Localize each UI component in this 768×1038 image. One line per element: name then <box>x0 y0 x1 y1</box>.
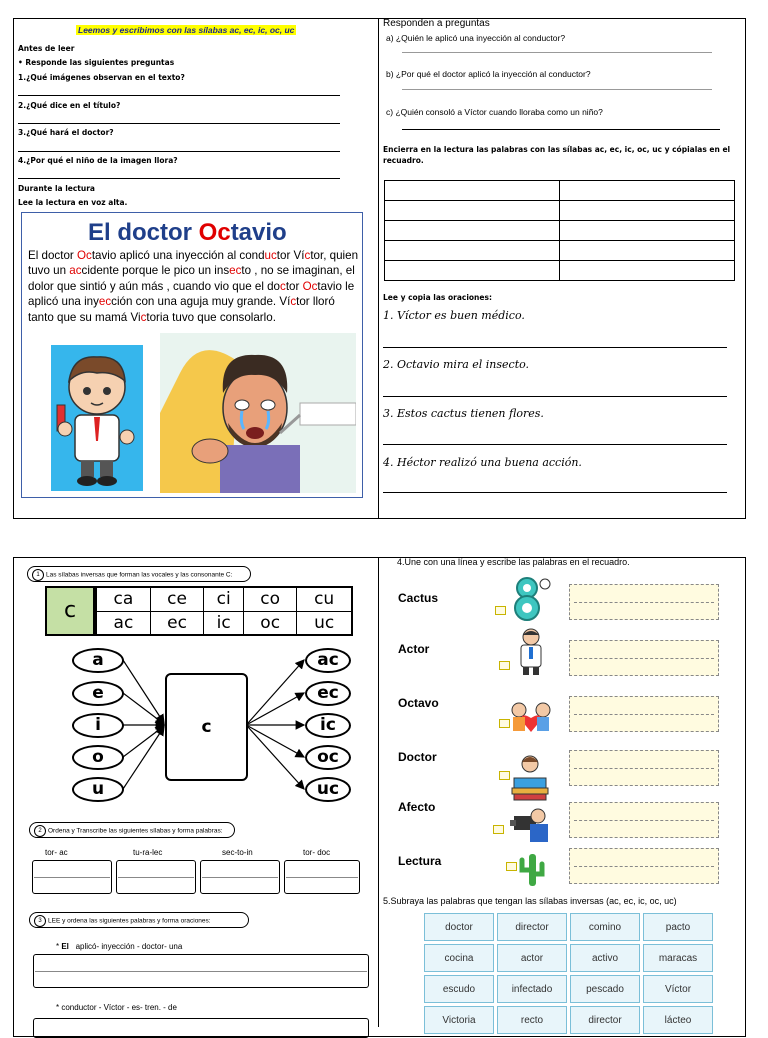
answer-line[interactable] <box>402 52 712 53</box>
syllable-cell: ci <box>204 587 244 611</box>
syllable-cell: ca <box>96 587 150 611</box>
guide-line <box>574 714 714 715</box>
syllable-cell: ce <box>150 587 203 611</box>
guide-line <box>574 820 714 821</box>
grid-cell[interactable] <box>385 201 560 221</box>
word-cell[interactable]: cocina <box>424 944 494 972</box>
circle-words-instruction: Encierra en la lectura las palabras con las sílabas ac, ec, ic, oc, uc y cópialas en el recuadro. <box>383 145 731 165</box>
reading-child-icon <box>508 752 552 802</box>
syllable-table <box>95 586 353 636</box>
word-cell[interactable]: activo <box>570 944 640 972</box>
question-3: 3.¿Qué hará el doctor? <box>18 128 114 137</box>
sentence-3: 3. Estos cactus tienen flores. <box>383 407 544 420</box>
word-afecto: Afecto <box>398 800 436 814</box>
match-answer-box[interactable] <box>569 848 719 884</box>
instructions: • Responde las siguientes preguntas <box>18 58 175 67</box>
scrambled-syllables-2: tu-ra-lec <box>133 848 163 857</box>
answer-line[interactable] <box>18 151 340 152</box>
story-text: El doctor Octavio aplicó una inyección al conductor Víctor, quien tuvo un accidente porque le pico un insecto , no se imaginan, el dolor que sintió y aún más , cuando vio que el doctor Octavio le aplicó una inyección con una aguja muy grande. Víctor lloró tanto que su mamá Victoria tuvo que consolarlo. <box>28 249 359 324</box>
guide-line <box>34 877 110 878</box>
word-table <box>421 910 716 1037</box>
letter-c-cell: c <box>45 586 95 636</box>
match-answer-box[interactable] <box>569 640 719 676</box>
children-heart-icon <box>505 700 557 736</box>
word-cell[interactable]: actor <box>497 944 567 972</box>
inverse-syllable-cell: ac <box>96 611 150 635</box>
top-divider <box>378 18 379 519</box>
match-dot[interactable] <box>499 661 510 670</box>
vowel-oval: i <box>72 713 124 738</box>
word-cell[interactable]: pescado <box>570 975 640 1003</box>
cactus-icon <box>517 850 547 890</box>
guide-line <box>286 877 358 878</box>
scrambled-syllables-1: tor- ac <box>45 848 68 857</box>
question-b: b) ¿Por qué el doctor aplicó la inyección al conductor? <box>386 69 591 79</box>
crying-patient-illustration <box>160 333 356 493</box>
exercise-1-label: 1 Las sílabas inversas que forman las vocales y las consonante C: <box>27 566 251 582</box>
grid-cell[interactable] <box>385 221 560 241</box>
number-eight-icon <box>505 574 553 622</box>
answer-line[interactable] <box>402 89 712 90</box>
writing-line[interactable] <box>383 396 727 397</box>
writing-line[interactable] <box>383 492 727 493</box>
before-reading-label: Antes de leer <box>18 44 75 53</box>
exercise-5-heading: 5.Subraya las palabras que tengan las sílabas inversas (ac, ec, ic, oc, uc) <box>383 896 677 906</box>
number-badge: 2 <box>34 825 46 837</box>
inverse-syllable-cell: uc <box>297 611 352 635</box>
exercise-2-label: 2 Ordena y Transcribe las siguientes sílabas y forma palabras: <box>29 822 235 838</box>
scrambled-syllables-4: tor- doc <box>303 848 331 857</box>
guide-line <box>574 768 714 769</box>
question-2: 2.¿Qué dice en el título? <box>18 101 121 110</box>
syllable-cell: co <box>244 587 297 611</box>
match-answer-box[interactable] <box>569 802 719 838</box>
grid-cell[interactable] <box>385 261 560 281</box>
sentence-1: 1. Víctor es buen médico. <box>383 309 525 322</box>
grid-cell[interactable] <box>560 201 735 221</box>
match-answer-box[interactable] <box>569 750 719 786</box>
inverse-syllable-cell: ic <box>204 611 244 635</box>
scrambled-sentence-2: * conductor - Víctor - es- tren. - de <box>56 1003 177 1012</box>
answer-line[interactable] <box>18 123 340 124</box>
question-1: 1.¿Qué imágenes observan en el texto? <box>18 73 185 82</box>
inverse-syllable-cell: ec <box>150 611 203 635</box>
word-cell[interactable]: recto <box>497 1006 567 1034</box>
guide-line <box>574 866 714 867</box>
result-oval: ic <box>305 713 351 738</box>
match-answer-box[interactable] <box>569 696 719 732</box>
doctor-icon <box>511 627 551 677</box>
match-dot[interactable] <box>493 825 504 834</box>
grid-cell[interactable] <box>560 261 735 281</box>
guide-line <box>574 602 714 603</box>
match-dot[interactable] <box>506 862 517 871</box>
answer-line[interactable] <box>18 178 340 179</box>
sentence-2: 2. Octavio mira el insecto. <box>383 358 530 371</box>
result-oval: oc <box>305 745 351 770</box>
during-reading-label: Durante la lectura <box>18 184 95 193</box>
match-dot[interactable] <box>499 771 510 780</box>
word-cell[interactable]: comino <box>570 913 640 941</box>
sentence-4: 4. Héctor realizó una buena acción. <box>383 456 582 469</box>
word-cell[interactable]: lácteo <box>643 1006 713 1034</box>
bottom-divider <box>378 557 379 1027</box>
vowel-oval: a <box>72 648 124 673</box>
copy-sentences-instruction: Lee y copia las oraciones: <box>383 293 492 302</box>
word-cell[interactable]: infectado <box>497 975 567 1003</box>
question-a: a) ¿Quién le aplicó una inyección al conductor? <box>386 33 566 43</box>
word-doctor: Doctor <box>398 750 437 764</box>
match-dot[interactable] <box>495 606 506 615</box>
answer-questions-header: Responden a preguntas <box>383 18 490 29</box>
match-dot[interactable] <box>499 719 510 728</box>
guide-line <box>574 658 714 659</box>
camera-operator-icon <box>510 806 554 846</box>
doctor-cartoon <box>51 345 143 491</box>
number-badge: 3 <box>34 915 46 927</box>
answer-line[interactable] <box>18 95 340 96</box>
match-answer-box[interactable] <box>569 584 719 620</box>
guide-line <box>202 877 278 878</box>
word-cell[interactable]: director <box>497 913 567 941</box>
inverse-syllable-cell: oc <box>244 611 297 635</box>
number-badge: 1 <box>32 569 44 581</box>
grid-cell[interactable] <box>385 181 560 201</box>
word-octavo: Octavo <box>398 696 439 710</box>
grid-cell[interactable] <box>385 241 560 261</box>
word-lectura: Lectura <box>398 854 442 868</box>
vowel-oval: o <box>72 745 124 770</box>
copy-words-grid <box>384 180 735 281</box>
sentence-answer-box[interactable] <box>33 1018 369 1038</box>
word-cell[interactable]: Víctor <box>643 975 713 1003</box>
story-title: El doctor Octavio <box>88 219 287 246</box>
worksheet-title: Leemos y escribimos con las sílabas ac, ec, ic, oc, uc <box>78 25 295 35</box>
guide-line <box>118 877 194 878</box>
word-cell[interactable]: maracas <box>643 944 713 972</box>
word-cell[interactable]: escudo <box>424 975 494 1003</box>
result-oval: ac <box>305 648 351 673</box>
word-cell[interactable]: pacto <box>643 913 713 941</box>
question-c: c) ¿Quién consoló a Víctor cuando lloraba como un niño? <box>386 107 603 117</box>
writing-line[interactable] <box>383 347 727 348</box>
vowel-oval: u <box>72 777 124 802</box>
word-cell[interactable]: Victoria <box>424 1006 494 1034</box>
result-oval: uc <box>305 777 351 802</box>
scrambled-sentence-1: * El aplicó- inyección - doctor- una <box>56 942 183 951</box>
writing-line[interactable] <box>383 444 727 445</box>
grid-cell[interactable] <box>560 221 735 241</box>
scrambled-syllables-3: sec-to-in <box>222 848 253 857</box>
result-oval: ec <box>305 681 351 706</box>
word-actor: Actor <box>398 642 430 656</box>
center-c-box: c <box>165 673 248 781</box>
guide-line <box>35 971 367 972</box>
exercise-3-label: 3 LEE y ordena las siguientes palabras y forma oraciones: <box>29 912 249 928</box>
answer-line[interactable] <box>402 129 720 130</box>
exercise-4-heading: 4.Une con una línea y escribe las palabras en el recuadro. <box>397 557 630 567</box>
question-4: 4.¿Por qué el niño de la imagen llora? <box>18 156 178 165</box>
word-cell[interactable]: doctor <box>424 913 494 941</box>
grid-cell[interactable] <box>560 241 735 261</box>
word-cactus: Cactus <box>398 591 439 605</box>
grid-cell[interactable] <box>560 181 735 201</box>
syllable-cell: cu <box>297 587 352 611</box>
word-cell[interactable]: director <box>570 1006 640 1034</box>
read-aloud-label: Lee la lectura en voz alta. <box>18 198 128 207</box>
vowel-oval: e <box>72 681 124 706</box>
